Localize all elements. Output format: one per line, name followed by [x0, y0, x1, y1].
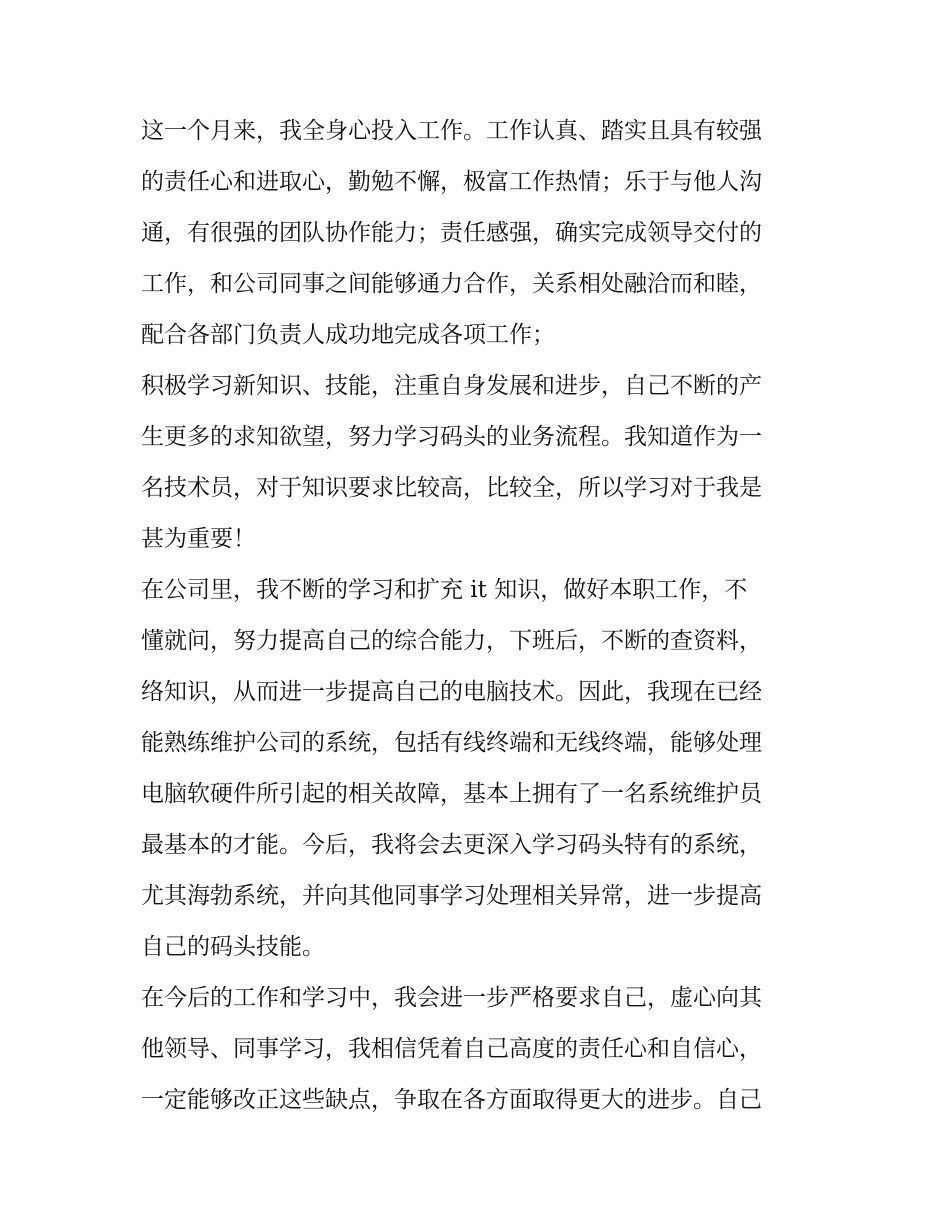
text-line: 生更多的求知欲望，努力学习码头的业务流程。我知道作为一 — [141, 424, 762, 450]
text-line: 工作，和公司同事之间能够通力合作，关系相处融洽而和睦， — [141, 271, 762, 297]
text-line: 积极学习新知识、技能，注重自身发展和进步，自己不断的产 — [141, 373, 762, 399]
text-line: 在公司里，我不断的学习和扩充 it 知识，做好本职工作，不 — [141, 577, 748, 603]
document-body — [141, 106, 821, 1126]
text-line: 在今后的工作和学习中，我会进一步严格要求自己，虚心向其 — [141, 985, 762, 1011]
text-line: 电脑软硬件所引起的相关故障，基本上拥有了一名系统维护员 — [141, 781, 762, 807]
text-line: 尤其海勃系统，并向其他同事学习处理相关异常，进一步提高 — [141, 883, 762, 909]
text-line: 配合各部门负责人成功地完成各项工作； — [141, 322, 555, 348]
text-line: 一定能够改正这些缺点，争取在各方面取得更大的进步。自己 — [141, 1087, 762, 1113]
text-line: 络知识，从而进一步提高自己的电脑技术。因此，我现在已经 — [141, 679, 762, 705]
text-line: 这一个月来，我全身心投入工作。工作认真、踏实且具有较强 — [141, 118, 762, 144]
text-line: 能熟练维护公司的系统，包括有线终端和无线终端，能够处理 — [141, 730, 762, 756]
text-line: 懂就问，努力提高自己的综合能力，下班后，不断的查资料， — [141, 628, 762, 654]
text-line: 自己的码头技能。 — [141, 934, 325, 960]
text-line: 最基本的才能。今后，我将会去更深入学习码头特有的系统， — [141, 832, 762, 858]
text-line: 名技术员，对于知识要求比较高，比较全，所以学习对于我是 — [141, 475, 762, 501]
text-line: 的责任心和进取心，勤勉不懈，极富工作热情；乐于与他人沟 — [141, 169, 762, 195]
text-line: 通，有很强的团队协作能力；责任感强，确实完成领导交付的 — [141, 220, 762, 246]
text-line: 甚为重要！ — [141, 526, 256, 552]
text-line: 他领导、同事学习，我相信凭着自己高度的责任心和自信心， — [141, 1036, 762, 1062]
